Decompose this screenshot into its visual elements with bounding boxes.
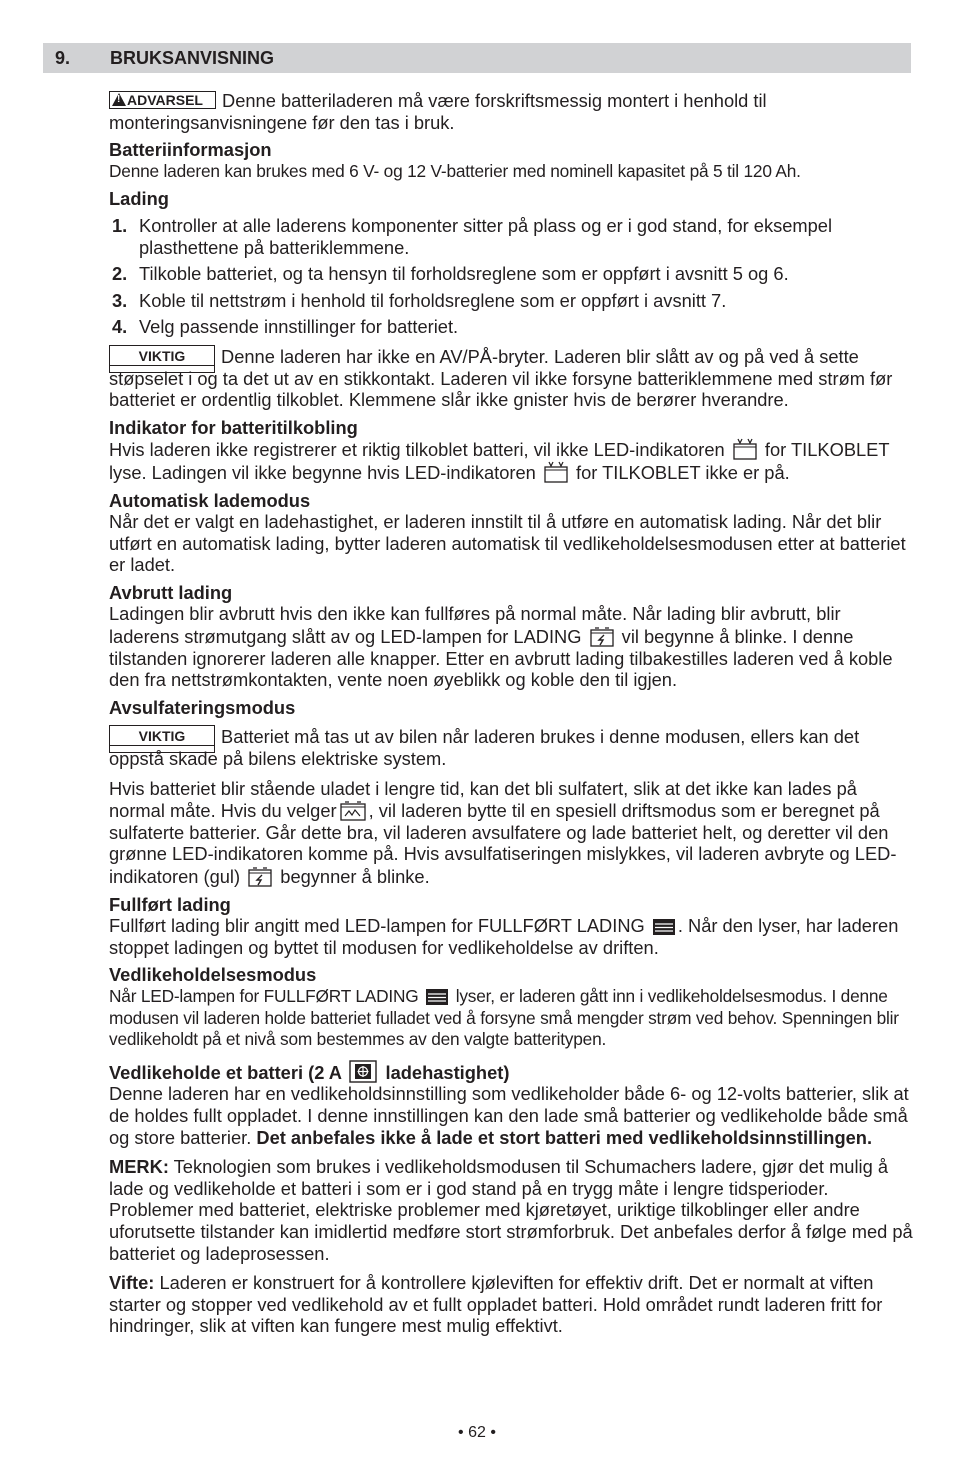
aborted-text-b: vil begynne å blinke. I denne tilstanden ignorerer laderen alle knapper. Etter en avbrutt lading tilbakestilles laderen ved å koble den fra nettstrømkontakten, vente noen øyeblikk og koble den til igjen. <box>109 626 893 691</box>
desulfation-text <box>109 778 914 888</box>
important-badge: VIKTIG <box>109 725 215 746</box>
important-text: Denne laderen har ikke en AV/PÅ-bryter. Laderen blir slått av og på ved å sette støpselet i og ta det ut av en stikkontakt. Laderen vil ikke forsyne batteriklemmene med strøm før batteriet er ordentlig tilkoblet. Klemmene slår ikke gnister hvis de berører hverandre. <box>109 345 893 411</box>
list-item <box>109 215 914 258</box>
step-text: Tilkoble batteriet, og ta hensyn til forholdsreglene som er oppført i avsnitt 5 og 6. <box>139 263 789 285</box>
battery-charging-icon <box>247 865 273 887</box>
note-label: MERK: <box>109 1156 169 1178</box>
battery-charging-icon <box>589 625 615 647</box>
step-text: Koble til nettstrøm i henhold til forholdsreglene som er oppført i avsnitt 7. <box>139 289 727 311</box>
fan-text: Laderen er konstruert for å kontrollere kjøleviften for effektiv drift. Det er normalt at viften starter og stopper ved vedlikehold av et fullt oppladet batteri. Hold området rundt laderen fritt for hindringer, slik at viften kan fungere mest mulig effektivt. <box>109 1272 883 1337</box>
battery-full-icon <box>425 986 449 1006</box>
maintain-heading-a: Vedlikeholde et batteri (2 A <box>109 1061 342 1083</box>
battery-connected-icon <box>732 438 758 460</box>
desulfation-text-b: , vil laderen bytte til en spesiell driftsmodus som er beregnet på sulfaterte batterier. Går dette bra, vil laderen avsulfatere og lade batteriet helt, og deretter vil den grønne LED-indikatoren komme på. Hvis avsulfatiseringen mislykkes, vil laderen avbryte og LED-indikatoren (gul) <box>109 800 897 887</box>
battery-connected-icon <box>543 461 569 483</box>
fan-paragraph <box>109 1272 914 1337</box>
section-number: 9. <box>55 48 71 68</box>
complete-heading: Fullført lading <box>109 893 231 915</box>
aborted-text-a: Ladingen blir avbrutt hvis den ikke kan fullføres på normal måte. Når lading blir avbrutt, blir laderens strømutgang slått av og LED-lampen for LADING <box>109 603 841 648</box>
complete-text-b: . Når den lyser, har laderen stoppet ladingen og byttet til modusen for vedlikeholdelse av driften. <box>109 915 899 958</box>
desulfation-text-c: begynner å blinke. <box>280 866 430 887</box>
maintenance-text <box>109 986 914 1051</box>
list-item <box>109 316 914 338</box>
connection-text <box>109 438 914 483</box>
maintain-icon <box>348 1059 378 1083</box>
content <box>109 90 914 1337</box>
important-paragraph <box>109 346 914 411</box>
step-text: Kontroller at alle laderens komponenter sitter på plass og er i god stand, for eksempel plasthettene på batteriklemmene. <box>139 214 833 258</box>
auto-mode-text: Når det er valgt en ladehastighet, er laderen innstilt til å utføre en automatisk lading. Når det blir utført en automatisk lading, bytter laderen automatisk til vedlikeholdelsesmodusen etter at batteriet er ladet. <box>109 511 906 576</box>
aborted-text <box>109 603 914 690</box>
maintain-battery-heading <box>109 1059 914 1084</box>
step-text: Velg passende innstillinger for batteriet. <box>139 316 459 338</box>
complete-text <box>109 915 914 958</box>
desulfation-heading: Avsulfateringsmodus <box>109 696 296 718</box>
desulfation-important-text: Batteriet må tas ut av bilen når laderen brukes i denne modusen, ellers kan det oppstå skade på bilens elektriske system. <box>109 726 860 770</box>
section-header <box>43 43 911 73</box>
step-number: 2. <box>112 263 128 285</box>
maintenance-heading: Vedlikeholdelsesmodus <box>109 964 317 986</box>
warning-paragraph <box>109 90 914 133</box>
connection-heading: Indikator for batteritilkobling <box>109 416 358 438</box>
maintenance-text-b: lyser, er laderen gått inn i vedlikeholdelsesmodus. I denne modusen vil laderen holde batteriet fulladet ved å forsyne små mengder strøm ved behov. Spenningen blir vedlikeholdt på et nivå som bestemmes av den valgte batteritypen. <box>109 985 899 1050</box>
warning-text: Denne batteriladeren må være forskriftsmessig montert i henhold til monteringsanvisningene før den tas i bruk. <box>109 90 767 133</box>
step-number: 4. <box>112 316 128 338</box>
maintenance-text-a: Når LED-lampen for FULLFØRT LADING <box>109 985 419 1006</box>
important-badge: VIKTIG <box>109 345 215 366</box>
charging-heading: Lading <box>109 188 169 210</box>
step-number: 1. <box>112 214 128 236</box>
battery-info-text: Denne laderen kan brukes med 6 V- og 12 V-batterier med nominell kapasitet på 5 til 120 Ah. <box>109 160 801 181</box>
desulfation-icon <box>339 799 367 821</box>
connection-text-b: for TILKOBLET lyse. Ladingen vil ikke begynne hvis LED-indikatoren <box>109 439 890 483</box>
section-title: BRUKSANVISNING <box>110 48 275 68</box>
charging-steps <box>109 215 914 338</box>
list-item <box>109 263 914 285</box>
auto-mode-heading: Automatisk lademodus <box>109 489 311 511</box>
aborted-heading: Avbrutt lading <box>109 581 233 603</box>
warning-badge <box>109 91 216 109</box>
page-number: • 62 • <box>458 1424 496 1441</box>
complete-text-a: Fullført lading blir angitt med LED-lampen for FULLFØRT LADING <box>109 915 645 937</box>
maintain-text-bold: Det anbefales ikke å lade et stort batteri med vedlikeholdsinnstillingen. <box>256 1126 873 1148</box>
maintain-text: Denne laderen har en vedlikeholdsinnstilling som vedlikeholder både 6- og 12-volts batterier, slik at de holdes fullt oppladet. I denne innstillingen kan den lade små batterier og vedlikeholde både små og store batterier. <box>109 1083 909 1148</box>
battery-full-icon <box>652 916 676 936</box>
note-text: Teknologien som brukes i vedlikeholdsmodusen til Schumachers ladere, gjør det mulig å lade og vedlikeholde et batteri i som er i god stand på en trygg måte i lengre tidsperioder. Problemer med batteriet, elektriske problemer med kjøretøyet, uriktige tilkoblinger eller andre uforutsette tilstander kan imidlertid medføre stort strømforbruk. Det anbefales derfor å følge med på batteriet og ladeprosessen. <box>109 1156 913 1264</box>
list-item <box>109 290 914 312</box>
fan-label: Vifte: <box>109 1272 155 1294</box>
maintain-battery-text <box>109 1083 914 1148</box>
maintain-heading-b: ladehastighet) <box>385 1061 510 1083</box>
step-number: 3. <box>112 289 128 311</box>
warning-badge-label: ADVARSEL <box>127 92 203 108</box>
connection-text-a: Hvis laderen ikke registrerer et riktig tilkoblet batteri, vil ikke LED-indikatoren <box>109 439 725 461</box>
note-paragraph <box>109 1156 914 1264</box>
desulfation-text-a: Hvis batteriet blir stående uladet i lengre tid, kan det bli sulfatert, slik at det ikke kan lades på normal måte. Hvis du velger <box>109 777 857 822</box>
desulfation-important-paragraph <box>109 726 914 769</box>
warning-triangle-icon <box>112 93 126 106</box>
battery-info-heading: Batteriinformasjon <box>109 139 272 161</box>
connection-text-c: for TILKOBLET ikke er på. <box>576 461 790 483</box>
